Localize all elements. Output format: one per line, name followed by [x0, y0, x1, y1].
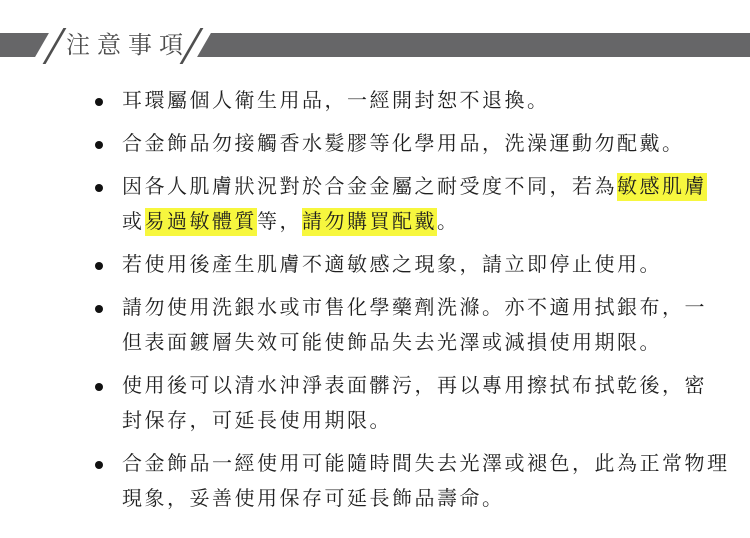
- notice-item: [95, 369, 735, 439]
- notice-item-text: [122, 291, 707, 361]
- notice-item-text: [122, 248, 662, 283]
- text-segment: 若使用後產生肌膚不適敏感之現象，請立即停止使用。: [122, 254, 662, 276]
- notice-item: [95, 127, 735, 162]
- bullet-icon: [95, 184, 103, 192]
- notice-line: [122, 248, 662, 283]
- text-segment: 請勿使用洗銀水或市售化學藥劑洗滌。亦不適用拭銀布，一: [122, 297, 707, 319]
- bullet-icon: [95, 98, 103, 106]
- notice-line: [122, 369, 707, 404]
- text-segment: 合金飾品勿接觸香水髮膠等化學用品，洗澡運動勿配戴。: [122, 133, 685, 155]
- notice-line: [122, 482, 730, 517]
- notice-item-text: [122, 170, 707, 240]
- text-segment: 因各人肌膚狀況對於合金金屬之耐受度不同，若為: [122, 176, 617, 198]
- notice-item: [95, 84, 735, 119]
- text-segment: 。: [437, 211, 460, 233]
- notice-item: [95, 170, 735, 240]
- highlighted-text: 敏感肌膚: [617, 173, 707, 201]
- highlighted-text: 易過敏體質: [145, 208, 258, 236]
- notice-line: [122, 404, 707, 439]
- text-segment: 耳環屬個人衛生用品，一經開封恕不退換。: [122, 90, 550, 112]
- bullet-icon: [95, 461, 103, 469]
- notice-item: [95, 291, 735, 361]
- page-title: 注意事項: [66, 32, 190, 59]
- text-segment: 合金飾品一經使用可能隨時間失去光澤或褪色，此為正常物理: [122, 453, 730, 475]
- text-segment: 或: [122, 211, 145, 233]
- notice-list: [95, 84, 735, 525]
- notice-item: [95, 248, 735, 283]
- bullet-icon: [95, 305, 103, 313]
- text-segment: 封保存，可延長使用期限。: [122, 410, 392, 432]
- notice-item: [95, 447, 735, 517]
- notice-line: [122, 291, 707, 326]
- text-segment: 等，: [257, 211, 302, 233]
- notice-line: [122, 205, 707, 240]
- notice-item-text: [122, 369, 707, 439]
- notice-line: [122, 326, 707, 361]
- bullet-icon: [95, 141, 103, 149]
- notice-item-text: [122, 84, 550, 119]
- page-header: [0, 0, 750, 70]
- notice-line: [122, 84, 550, 119]
- notice-item-text: [122, 127, 685, 162]
- text-segment: 使用後可以清水沖淨表面髒污，再以專用擦拭布拭乾後，密: [122, 375, 707, 397]
- highlighted-text: 請勿購買配戴: [302, 208, 437, 236]
- notice-line: [122, 127, 685, 162]
- notice-line: [122, 447, 730, 482]
- text-segment: 現象，妥善使用保存可延長飾品壽命。: [122, 488, 505, 510]
- text-segment: 但表面鍍層失效可能使飾品失去光澤或減損使用期限。: [122, 332, 662, 354]
- bullet-icon: [95, 262, 103, 270]
- bullet-icon: [95, 383, 103, 391]
- notice-item-text: [122, 447, 730, 517]
- notice-line: [122, 170, 707, 205]
